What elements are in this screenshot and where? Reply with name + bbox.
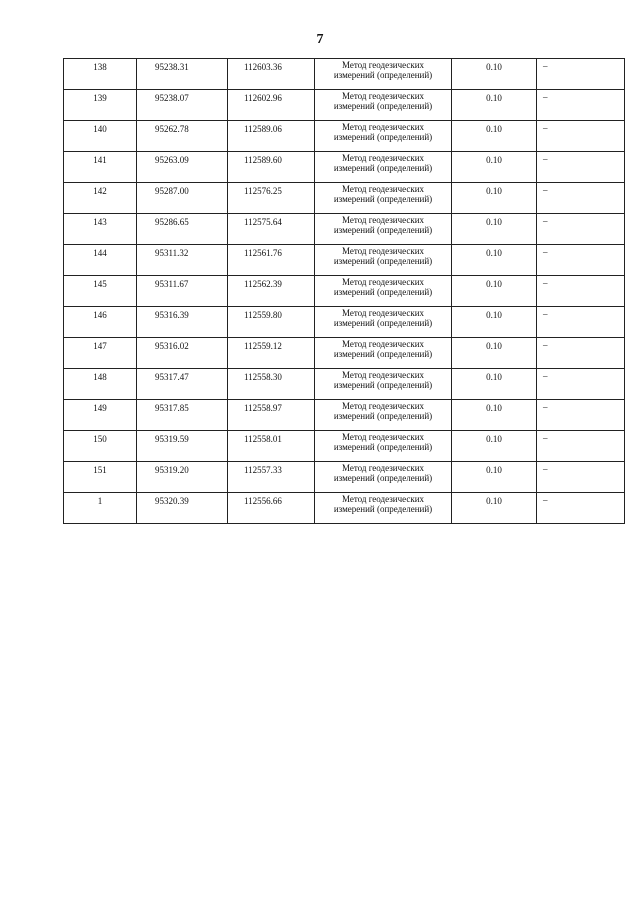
point-number-cell: 141 xyxy=(64,152,137,183)
accuracy-cell: 0.10 xyxy=(452,462,537,493)
coordinate-x-cell: 95320.39 xyxy=(137,493,228,524)
coordinate-x-cell: 95319.59 xyxy=(137,431,228,462)
coordinate-y-cell: 112589.60 xyxy=(228,152,315,183)
table-row xyxy=(64,59,625,90)
method-text-line: измерений (определений) xyxy=(333,442,433,452)
point-number-cell: 144 xyxy=(64,245,137,276)
page-number: 7 xyxy=(316,32,324,47)
note-cell: – xyxy=(537,90,625,121)
coordinate-y-cell: 112559.12 xyxy=(228,338,315,369)
table-row xyxy=(64,400,625,431)
table-row xyxy=(64,462,625,493)
note-cell: – xyxy=(537,152,625,183)
method-text-line: измерений (определений) xyxy=(333,70,433,80)
coordinate-y-cell: 112562.39 xyxy=(228,276,315,307)
table-row xyxy=(64,307,625,338)
accuracy-cell: 0.10 xyxy=(452,493,537,524)
method-text-line: измерений (определений) xyxy=(333,225,433,235)
point-number-cell: 1 xyxy=(64,493,137,524)
accuracy-cell: 0.10 xyxy=(452,121,537,152)
point-number-cell: 138 xyxy=(64,59,137,90)
coordinate-x-cell: 95316.02 xyxy=(137,338,228,369)
accuracy-cell: 0.10 xyxy=(452,307,537,338)
method-text-line: измерений (определений) xyxy=(333,287,433,297)
coordinate-x-cell: 95287.00 xyxy=(137,183,228,214)
method-text-line: Метод геодезических xyxy=(341,432,425,442)
point-number-cell: 139 xyxy=(64,90,137,121)
note-cell: – xyxy=(537,276,625,307)
accuracy-cell: 0.10 xyxy=(452,152,537,183)
method-text-line: измерений (определений) xyxy=(333,132,433,142)
method-text-line: Метод геодезических xyxy=(341,339,425,349)
table-row xyxy=(64,493,625,524)
method-text-line: Метод геодезических xyxy=(341,246,425,256)
method-cell xyxy=(315,369,452,400)
method-cell xyxy=(315,59,452,90)
method-cell xyxy=(315,338,452,369)
point-number-cell: 147 xyxy=(64,338,137,369)
method-cell xyxy=(315,214,452,245)
note-cell: – xyxy=(537,369,625,400)
note-cell: – xyxy=(537,121,625,152)
point-number-cell: 148 xyxy=(64,369,137,400)
coordinate-y-cell: 112556.66 xyxy=(228,493,315,524)
coordinate-x-cell: 95238.31 xyxy=(137,59,228,90)
method-cell xyxy=(315,90,452,121)
coordinate-x-cell: 95311.67 xyxy=(137,276,228,307)
note-cell: – xyxy=(537,462,625,493)
method-cell xyxy=(315,245,452,276)
accuracy-cell: 0.10 xyxy=(452,431,537,462)
table-row xyxy=(64,369,625,400)
method-text-line: измерений (определений) xyxy=(333,163,433,173)
method-text-line: Метод геодезических xyxy=(341,153,425,163)
coordinate-x-cell: 95286.65 xyxy=(137,214,228,245)
method-cell xyxy=(315,307,452,338)
coordinate-x-cell: 95263.09 xyxy=(137,152,228,183)
note-cell: – xyxy=(537,214,625,245)
coordinates-table-body xyxy=(64,59,625,524)
coordinate-y-cell: 112557.33 xyxy=(228,462,315,493)
method-text-line: Метод геодезических xyxy=(341,401,425,411)
coordinate-x-cell: 95262.78 xyxy=(137,121,228,152)
coordinate-y-cell: 112575.64 xyxy=(228,214,315,245)
accuracy-cell: 0.10 xyxy=(452,183,537,214)
method-text-line: Метод геодезических xyxy=(341,370,425,380)
accuracy-cell: 0.10 xyxy=(452,400,537,431)
method-text-line: измерений (определений) xyxy=(333,473,433,483)
note-cell: – xyxy=(537,400,625,431)
table-row xyxy=(64,152,625,183)
coordinates-table xyxy=(63,58,625,524)
method-cell xyxy=(315,400,452,431)
note-cell: – xyxy=(537,431,625,462)
note-cell: – xyxy=(537,183,625,214)
point-number-cell: 151 xyxy=(64,462,137,493)
coordinate-x-cell: 95311.32 xyxy=(137,245,228,276)
method-cell xyxy=(315,121,452,152)
method-text-line: измерений (определений) xyxy=(333,256,433,266)
coordinate-y-cell: 112559.80 xyxy=(228,307,315,338)
point-number-cell: 146 xyxy=(64,307,137,338)
table-row xyxy=(64,245,625,276)
table-row xyxy=(64,214,625,245)
method-cell xyxy=(315,276,452,307)
coordinate-y-cell: 112589.06 xyxy=(228,121,315,152)
method-text-line: Метод геодезических xyxy=(341,277,425,287)
method-text-line: Метод геодезических xyxy=(341,91,425,101)
method-text-line: Метод геодезических xyxy=(341,463,425,473)
point-number-cell: 142 xyxy=(64,183,137,214)
method-text-line: измерений (определений) xyxy=(333,318,433,328)
table-row xyxy=(64,431,625,462)
method-text-line: Метод геодезических xyxy=(341,308,425,318)
method-cell xyxy=(315,152,452,183)
note-cell: – xyxy=(537,307,625,338)
note-cell: – xyxy=(537,59,625,90)
coordinate-x-cell: 95317.85 xyxy=(137,400,228,431)
coordinate-y-cell: 112558.30 xyxy=(228,369,315,400)
point-number-cell: 150 xyxy=(64,431,137,462)
point-number-cell: 143 xyxy=(64,214,137,245)
coordinate-x-cell: 95238.07 xyxy=(137,90,228,121)
coordinate-x-cell: 95317.47 xyxy=(137,369,228,400)
coordinate-y-cell: 112558.01 xyxy=(228,431,315,462)
point-number-cell: 149 xyxy=(64,400,137,431)
method-text-line: измерений (определений) xyxy=(333,411,433,421)
table-row xyxy=(64,90,625,121)
accuracy-cell: 0.10 xyxy=(452,369,537,400)
method-text-line: измерений (определений) xyxy=(333,504,433,514)
coordinate-x-cell: 95316.39 xyxy=(137,307,228,338)
accuracy-cell: 0.10 xyxy=(452,245,537,276)
coordinate-y-cell: 112561.76 xyxy=(228,245,315,276)
note-cell: – xyxy=(537,493,625,524)
method-text-line: измерений (определений) xyxy=(333,194,433,204)
method-text-line: Метод геодезических xyxy=(341,494,425,504)
coordinate-y-cell: 112558.97 xyxy=(228,400,315,431)
method-text-line: Метод геодезических xyxy=(341,60,425,70)
accuracy-cell: 0.10 xyxy=(452,338,537,369)
method-cell xyxy=(315,183,452,214)
method-text-line: измерений (определений) xyxy=(333,101,433,111)
method-text-line: измерений (определений) xyxy=(333,380,433,390)
method-text-line: измерений (определений) xyxy=(333,349,433,359)
method-text-line: Метод геодезических xyxy=(341,215,425,225)
method-cell xyxy=(315,493,452,524)
table-row xyxy=(64,276,625,307)
note-cell: – xyxy=(537,338,625,369)
accuracy-cell: 0.10 xyxy=(452,59,537,90)
method-text-line: Метод геодезических xyxy=(341,184,425,194)
table-row xyxy=(64,121,625,152)
coordinate-y-cell: 112603.36 xyxy=(228,59,315,90)
point-number-cell: 140 xyxy=(64,121,137,152)
table-row xyxy=(64,338,625,369)
accuracy-cell: 0.10 xyxy=(452,276,537,307)
coordinate-y-cell: 112602.96 xyxy=(228,90,315,121)
accuracy-cell: 0.10 xyxy=(452,214,537,245)
accuracy-cell: 0.10 xyxy=(452,90,537,121)
table-row xyxy=(64,183,625,214)
note-cell: – xyxy=(537,245,625,276)
coordinate-y-cell: 112576.25 xyxy=(228,183,315,214)
coordinate-x-cell: 95319.20 xyxy=(137,462,228,493)
method-cell xyxy=(315,431,452,462)
point-number-cell: 145 xyxy=(64,276,137,307)
method-text-line: Метод геодезических xyxy=(341,122,425,132)
method-cell xyxy=(315,462,452,493)
